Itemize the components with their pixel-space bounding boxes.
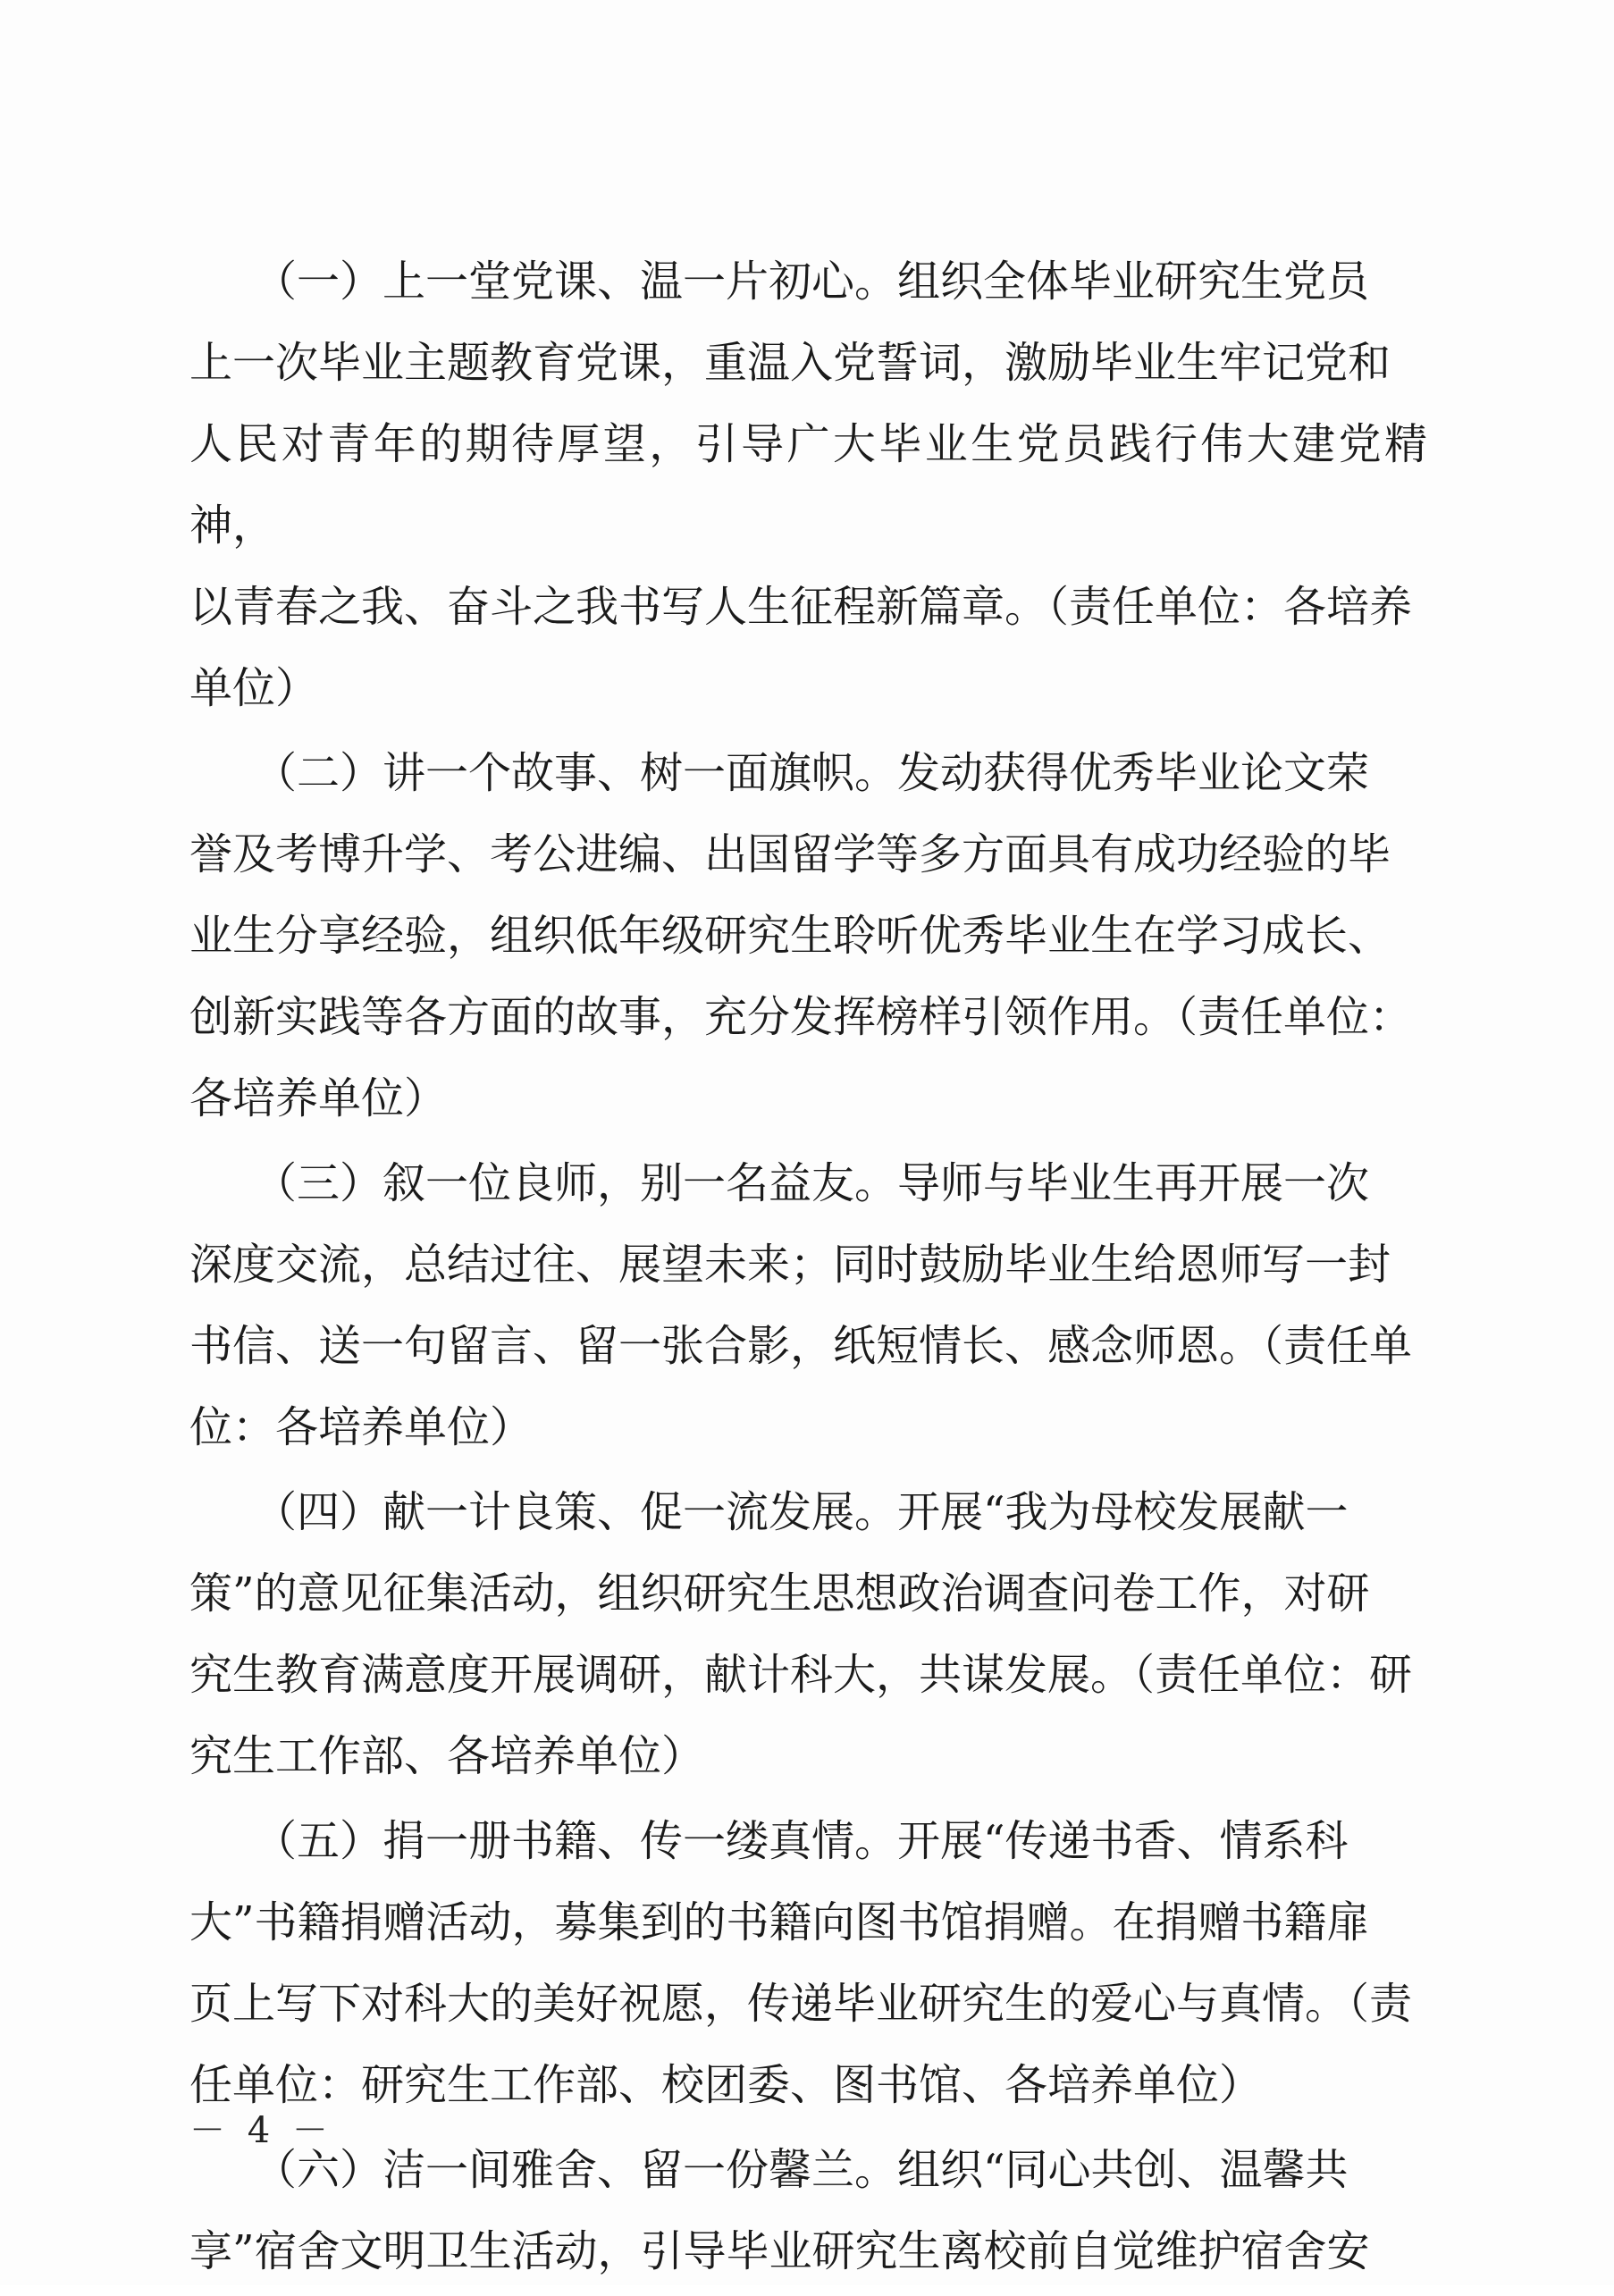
text-line: （五）捐一册书籍、传一缕真情。开展“传递书香、情系科 (189, 1816, 1349, 1866)
text-line: 究生教育满意度开展调研，献计科大，共谋发展。（责任单位：研 (189, 1650, 1413, 1700)
text-line: 页上写下对科大的美好祝愿，传递毕业研究生的爱心与真情。（责 (189, 1979, 1413, 2029)
paragraph-6 (189, 2130, 1427, 2292)
page-number: － 4 － (189, 2110, 333, 2151)
text-line: 深度交流，总结过往、展望未来；同时鼓励毕业生给恩师写一封 (189, 1240, 1391, 1290)
text-line: 人民对青年的期待厚望，引导广大毕业生党员践行伟大建党精神， (189, 419, 1427, 551)
text-line: 誉及考博升学、考公进编、出国留学等多方面具有成功经验的毕 (189, 829, 1391, 879)
text-line: 创新实践等各方面的故事，充分发挥榜样引领作用。（责任单位： (189, 992, 1413, 1042)
text-line: 享”宿舍文明卫生活动，引导毕业研究生离校前自觉维护宿舍安 (189, 2226, 1370, 2276)
text-line: （六）洁一间雅舍、留一份馨兰。组织“同心共创、温馨共 (189, 2145, 1349, 2195)
paragraph-4 (189, 1472, 1427, 1797)
paragraph-1 (189, 241, 1427, 729)
paragraph-5 (189, 1801, 1427, 2126)
text-line: 业生分享经验，组织低年级研究生聆听优秀毕业生在学习成长、 (189, 911, 1391, 961)
text-line: （二）讲一个故事、树一面旗帜。发动获得优秀毕业论文荣 (189, 748, 1370, 798)
text-line: 大”书籍捐赠活动，募集到的书籍向图书馆捐赠。在捐赠书籍扉 (189, 1897, 1370, 1947)
text-line: 以青春之我、奋斗之我书写人生征程新篇章。（责任单位：各培养 (189, 582, 1413, 632)
text-line: （三）叙一位良师，别一名益友。导师与毕业生再开展一次 (189, 1158, 1370, 1208)
text-line: （四）献一计良策、促一流发展。开展“我为母校发展献一 (189, 1487, 1349, 1537)
text-line: 上一次毕业主题教育党课，重温入党誓词，激励毕业生牢记党和 (189, 338, 1391, 388)
text-line: 位：各培养单位） (189, 1402, 534, 1452)
document-body (189, 241, 1427, 2296)
text-line: （一）上一堂党课、温一片初心。组织全体毕业研究生党员 (189, 257, 1370, 307)
text-line: 策”的意见征集活动，组织研究生思想政治调查问卷工作，对研 (189, 1569, 1370, 1619)
paragraph-3 (189, 1143, 1427, 1468)
text-line: 单位） (189, 663, 319, 713)
text-line: 各培养单位） (189, 1073, 448, 1123)
text-line: 任单位：研究生工作部、校团委、图书馆、各培养单位） (189, 2060, 1263, 2110)
paragraph-2 (189, 733, 1427, 1140)
text-line: 书信、送一句留言、留一张合影，纸短情长、感念师恩。（责任单 (189, 1321, 1413, 1371)
text-line: 究生工作部、各培养单位） (189, 1731, 705, 1781)
